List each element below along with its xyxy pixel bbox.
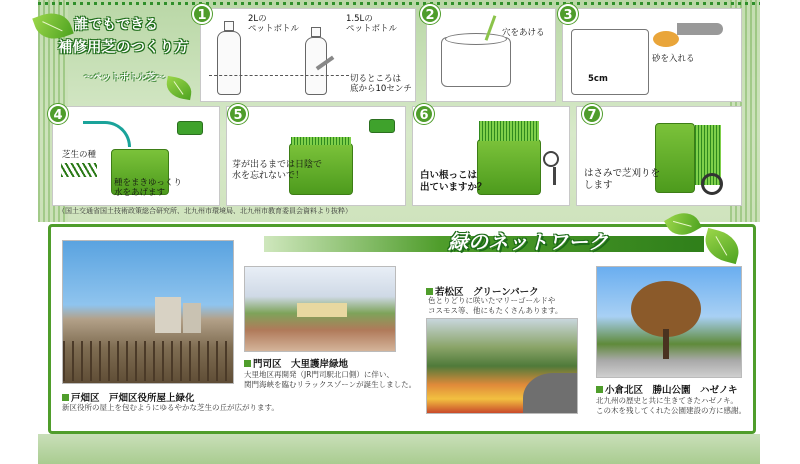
- dotted-border-top: [38, 2, 760, 5]
- step-number-6: 6: [414, 104, 434, 124]
- step4-label: 芝生の種: [62, 150, 97, 160]
- step3-text: 砂を入れる: [652, 54, 695, 64]
- path-shape: [523, 373, 578, 414]
- wakamatsu-heading-text: 若松区 グリーンパーク: [435, 287, 539, 298]
- cut-line: [209, 75, 349, 76]
- title-line2: 補修用芝のつくり方: [58, 40, 189, 56]
- sand-icon: [653, 31, 679, 47]
- tree-trunk-shape: [663, 329, 669, 359]
- step4-text: 種をまきゆっくり 水をあげます: [114, 178, 182, 199]
- step2-text: 穴をあける: [502, 28, 545, 38]
- step-number-1: 1: [192, 4, 212, 24]
- wakamatsu-desc: 色とりどりに咲いたマリーゴールドや コスモス等、他にもたくさんあります。: [428, 296, 563, 316]
- tobata-heading: [62, 390, 195, 404]
- photo-wakamatsu-greenpark: [426, 318, 578, 414]
- kokura-desc: 北九州の歴史と共に生きてきたハゼノキ。 この木を残してくれた公園建設の方に感謝。: [596, 396, 746, 416]
- moji-heading-text: 門司区 大里護岸緑地: [253, 359, 349, 370]
- arrow-icon: [83, 121, 131, 147]
- title-subtitle: 〜ペットボトル芝〜: [84, 73, 166, 83]
- step7-text: はさみで芝刈りを します: [584, 168, 661, 191]
- step-number-5: 5: [228, 104, 248, 124]
- railing-shape: [63, 341, 234, 381]
- step1-bottle-2l-label: 2Lの ペットボトル: [248, 14, 300, 35]
- moji-heading: [244, 356, 348, 370]
- photo-kokura-katsuyama-park: [596, 266, 742, 378]
- bullet-square: [244, 360, 251, 367]
- tobata-desc: 新区役所の屋上を包むようにゆるやかな芝生の丘が広がります。: [62, 403, 279, 412]
- building-shape: [297, 303, 347, 317]
- step-number-4: 4: [48, 104, 68, 124]
- photo-moji-seawall: [244, 266, 396, 352]
- step-card-2: [426, 8, 556, 102]
- magnifier-icon: [543, 151, 559, 167]
- source-footnote: （国土交通省国土技術政策総合研究所、北九州市環境局、北九州市教育委員会資料より抜粋）: [58, 207, 352, 215]
- bullet-square: [62, 394, 69, 401]
- cup-rim: [445, 33, 507, 45]
- bullet-square: [596, 386, 603, 393]
- step1-cut-note: 切るところは 底から10センチ: [350, 74, 412, 95]
- sod-illustration: [655, 123, 695, 193]
- grass-decoration-bottom: [38, 434, 760, 464]
- scissors-icon: [701, 173, 723, 195]
- title-line1: 誰でもできる: [74, 17, 158, 33]
- step6-text: 白い根っこは 出ていますか？: [420, 170, 487, 193]
- sprout-illustration: [291, 137, 351, 145]
- watering-can-icon: [177, 121, 203, 135]
- bottle-15l-cap: [311, 27, 321, 37]
- photo-tobata-rooftop: [62, 240, 234, 384]
- bullet-square: [426, 288, 433, 295]
- magnifier-handle-icon: [553, 167, 556, 185]
- step-card-5: [226, 106, 406, 206]
- step-number-2: 2: [420, 4, 440, 24]
- network-title: 緑のネットワーク: [448, 230, 608, 254]
- tobata-heading-text: 戸畑区 戸畑区役所屋上緑化: [71, 393, 195, 404]
- building-shape: [155, 297, 181, 333]
- kokura-heading: [596, 382, 738, 396]
- step1-bottle-15l-label: 1.5Lの ペットボトル: [346, 14, 398, 35]
- bottle-2l-illustration: [217, 31, 241, 95]
- seeds-icon: [61, 163, 97, 177]
- moji-desc: 大里地区再開発（JR門司駅北口側）に伴い、 関門海峡を臨むリラックスゾーンが誕生しました。: [244, 370, 417, 390]
- grass-blades-illustration: [479, 121, 539, 141]
- building-shape: [183, 303, 201, 333]
- bottle-2l-cap: [224, 21, 234, 31]
- watering-can-icon: [369, 119, 395, 133]
- step5-text: 芽が出るまでは日陰で 水を忘れないで！: [232, 160, 323, 181]
- kokura-heading-text: 小倉北区 勝山公園 ハゼノキ: [605, 385, 738, 396]
- scoop-icon: [677, 23, 723, 35]
- step3-measure: 5cm: [588, 74, 608, 84]
- step-number-7: 7: [582, 104, 602, 124]
- cup-illustration: [571, 29, 649, 95]
- step-number-3: 3: [558, 4, 578, 24]
